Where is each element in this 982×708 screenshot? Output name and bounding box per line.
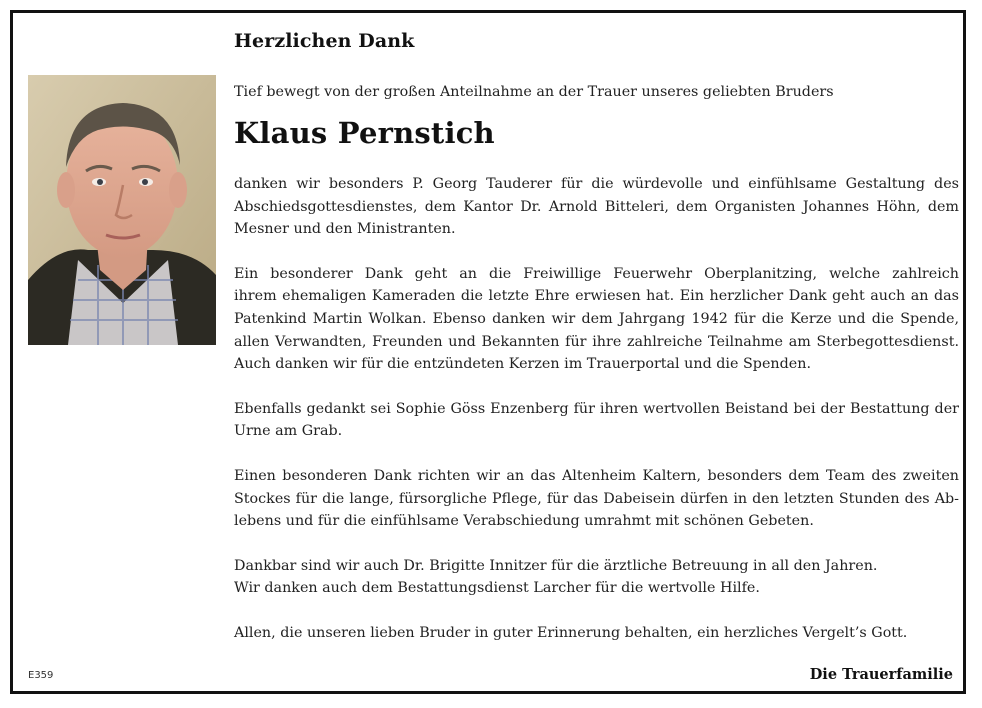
text-line: allen Verwandten, Freunden und Bekannten für ihre zahlreiche Teilnahme am Sterbegottesdienst. bbox=[234, 333, 959, 350]
text-line: Patenkind Martin Wolkan. Ebenso danken wir dem Jahrgang 1942 für die Kerze und die Spende, bbox=[234, 310, 959, 327]
text-line: lebens und für die einfühlsame Verabschiedung umrahmt mit schönen Gebeten. bbox=[234, 513, 814, 530]
text-line: Abschiedsgottesdienstes, dem Kantor Dr. Arnold Bitteleri, dem Organisten Johannes Höhn, dem bbox=[234, 198, 959, 215]
text-line: Auch danken wir für die entzündeten Kerzen im Trauerportal und die Spenden. bbox=[234, 356, 811, 373]
thanks-body bbox=[234, 173, 959, 667]
signature: Die Trauerfamilie bbox=[809, 666, 953, 683]
intro-text: Tief bewegt von der großen Anteilnahme an der Trauer unseres geliebten Bruders bbox=[234, 84, 834, 100]
text-line: Urne am Grab. bbox=[234, 423, 343, 440]
text-line: Stockes für die lange, fürsorgliche Pflege, für das Dabeisein dürfen in den letzten Stunden des Ab- bbox=[234, 490, 959, 507]
ad-code: E359 bbox=[28, 670, 54, 681]
deceased-name: Klaus Pernstich bbox=[234, 116, 495, 150]
text-line: Mesner und den Ministranten. bbox=[234, 221, 456, 238]
text-line: Allen, die unseren lieben Bruder in guter Erinnerung behalten, ein herzliches Vergelt’s Gott. bbox=[234, 624, 908, 641]
heading: Herzlichen Dank bbox=[234, 30, 415, 52]
text-line: Einen besonderen Dank richten wir an das Altenheim Kaltern, besonders dem Team des zweiten bbox=[234, 467, 959, 484]
text-line: ihrem ehemaligen Kameraden die letzte Ehre erwiesen hat. Ein herzlicher Dank geht auch an das bbox=[234, 288, 959, 305]
portrait-photo bbox=[28, 75, 216, 345]
paragraph bbox=[234, 173, 959, 241]
text-line: Ein besonderer Dank geht an die Freiwillige Feuerwehr Oberplanitzing, welche zahlreich bbox=[234, 265, 959, 282]
paragraph bbox=[234, 465, 959, 533]
paragraph bbox=[234, 555, 959, 600]
portrait-photo-icon bbox=[28, 75, 216, 345]
text-line: Dankbar sind wir auch Dr. Brigitte Innitzer für die ärztliche Betreuung in all den Jahren. bbox=[234, 557, 878, 574]
text-line: Wir danken auch dem Bestattungsdienst Larcher für die wertvolle Hilfe. bbox=[234, 580, 760, 597]
paragraph bbox=[234, 398, 959, 443]
text-line: danken wir besonders P. Georg Tauderer für die würdevolle und einfühlsame Gestaltung des bbox=[234, 176, 959, 192]
paragraph bbox=[234, 622, 959, 645]
obituary-card bbox=[10, 10, 966, 694]
text-line: Ebenfalls gedankt sei Sophie Göss Enzenberg für ihren wertvollen Beistand bei der Bestattung der bbox=[234, 400, 959, 417]
paragraph bbox=[234, 263, 959, 376]
